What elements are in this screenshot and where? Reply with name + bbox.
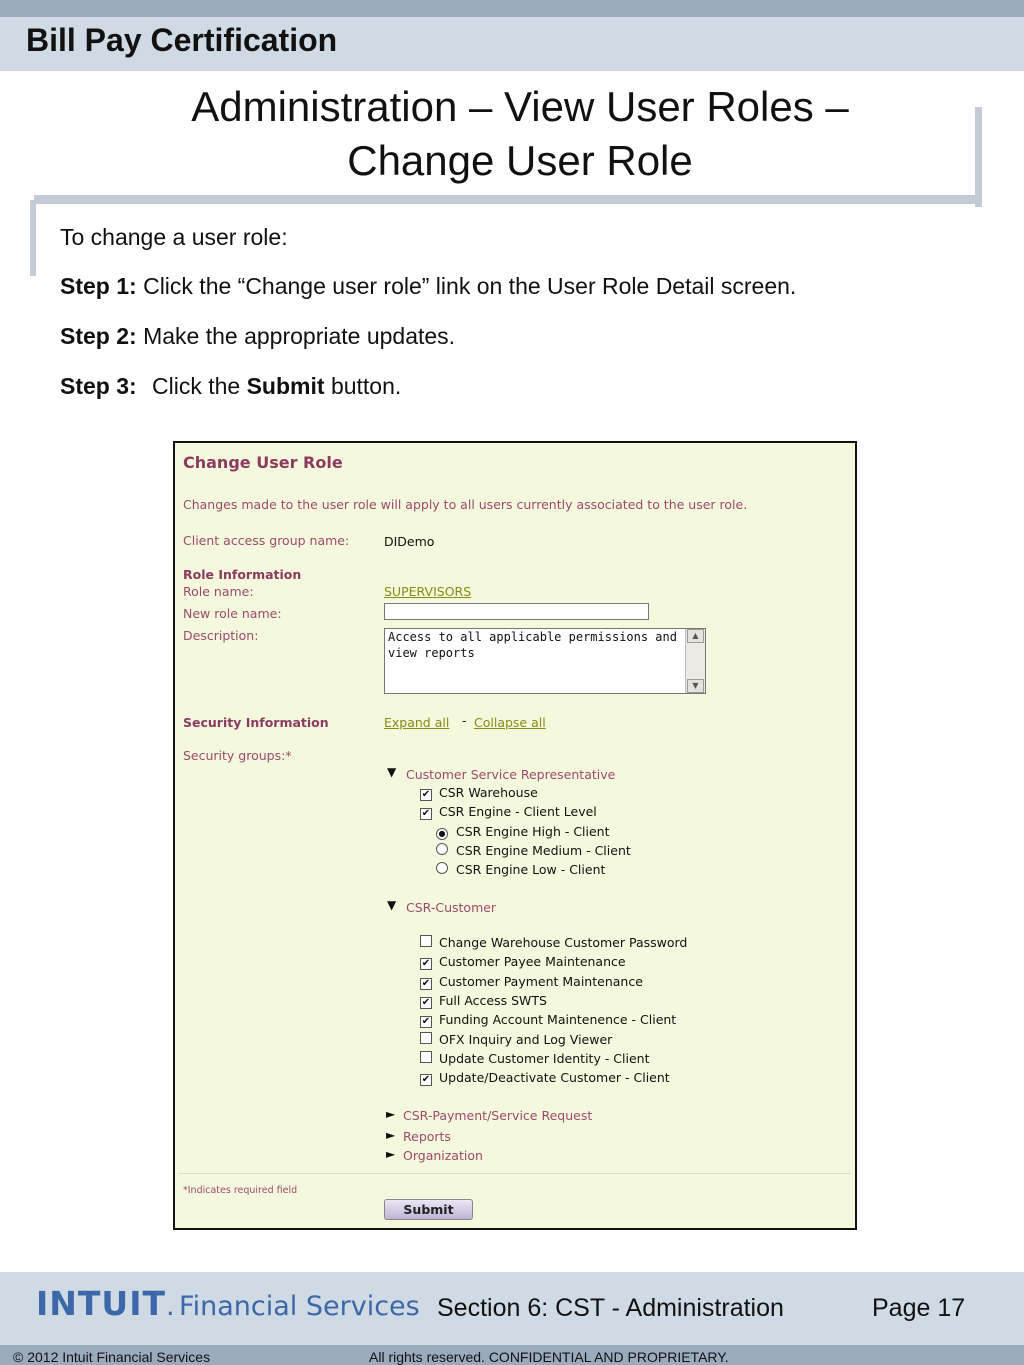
expand-all-link[interactable]: Expand all: [384, 715, 450, 730]
group-reports[interactable]: Reports: [403, 1129, 451, 1144]
description-text: Access to all applicable permissions and view reports: [388, 630, 685, 660]
radio-row[interactable]: [436, 843, 631, 858]
new-role-name-label: New role name:: [183, 606, 282, 621]
checkbox-label: Funding Account Maintenence - Client: [439, 1012, 677, 1027]
form-separator: [179, 1173, 851, 1174]
checkbox-row[interactable]: [420, 785, 538, 801]
checkbox-row[interactable]: [420, 1051, 650, 1066]
step-2-text: Make the appropriate updates.: [143, 323, 456, 349]
checkbox-checked-icon[interactable]: ✔: [421, 958, 431, 969]
checkbox-icon[interactable]: [420, 1051, 432, 1063]
checkbox-row[interactable]: [420, 1070, 670, 1086]
scroll-down-icon[interactable]: ▼: [687, 679, 704, 693]
role-name-link[interactable]: SUPERVISORS: [384, 584, 472, 599]
required-field-note: *Indicates required field: [183, 1185, 298, 1196]
checkbox-checked-icon[interactable]: ✔: [421, 978, 431, 989]
top-color-strip: [0, 0, 1024, 17]
radio-icon[interactable]: [436, 843, 448, 855]
checkbox-checked-icon[interactable]: ✔: [421, 997, 431, 1008]
group-organization[interactable]: Organization: [403, 1148, 483, 1163]
checkbox-checked-icon[interactable]: ✔: [421, 1016, 431, 1027]
checkbox-label: OFX Inquiry and Log Viewer: [439, 1032, 613, 1047]
checkbox-label: CSR Engine - Client Level: [439, 804, 597, 819]
checkbox-label: Update/Deactivate Customer - Client: [439, 1070, 670, 1085]
checkbox-label: Customer Payment Maintenance: [439, 974, 643, 989]
checkbox-label: Update Customer Identity - Client: [439, 1051, 650, 1066]
group-csr-customer[interactable]: CSR-Customer: [406, 900, 497, 915]
checkbox-label: Full Access SWTS: [439, 993, 547, 1008]
step-3-label: Step 3:: [60, 373, 137, 399]
checkbox-icon[interactable]: [420, 1032, 432, 1044]
description-scrollbar[interactable]: [685, 629, 705, 693]
checkbox-row[interactable]: [420, 974, 643, 990]
intuit-financial-services-logo: [36, 1284, 420, 1323]
link-separator: -: [462, 713, 467, 728]
step-1-label: Step 1:: [60, 273, 137, 299]
collapse-toggle-icon[interactable]: ►: [386, 1128, 396, 1142]
scroll-up-icon[interactable]: ▲: [687, 629, 704, 643]
checkbox-checked-icon[interactable]: ✔: [421, 1074, 431, 1085]
slide-title-line2: Change User Role: [347, 137, 693, 184]
group-customer-service-representative[interactable]: Customer Service Representative: [406, 767, 616, 782]
footer-copyright: © 2012 Intuit Financial Services: [13, 1349, 211, 1365]
checkbox-checked-icon[interactable]: ✔: [421, 808, 431, 819]
radio-row[interactable]: [436, 862, 605, 877]
radio-selected-icon[interactable]: ●: [436, 828, 448, 840]
collapse-toggle-icon[interactable]: ►: [386, 1147, 396, 1161]
checkbox-checked-icon[interactable]: ✔: [421, 789, 431, 800]
step-3-text-before: Click the: [152, 373, 241, 399]
security-info-heading: Security Information: [183, 715, 329, 730]
expand-toggle-icon[interactable]: ▼: [387, 898, 397, 912]
checkbox-row[interactable]: [420, 1032, 612, 1047]
checkbox-row[interactable]: [420, 1012, 676, 1028]
description-label: Description:: [183, 628, 259, 643]
client-access-label: Client access group name:: [183, 533, 350, 548]
footer-section: Section 6: CST - Administration: [437, 1294, 784, 1322]
group-csr-payment-service-request[interactable]: CSR-Payment/Service Request: [403, 1108, 593, 1123]
header-title: Bill Pay Certification: [26, 22, 338, 58]
step-3: [60, 373, 401, 400]
collapse-toggle-icon[interactable]: ►: [386, 1107, 396, 1121]
step-3-emphasis: Submit: [246, 373, 325, 399]
new-role-name-input[interactable]: [384, 603, 649, 620]
checkbox-row[interactable]: [420, 954, 626, 970]
step-2-label: Step 2:: [60, 323, 137, 349]
title-frame-bottom: [34, 195, 982, 204]
checkbox-label: Customer Payee Maintenance: [439, 954, 626, 969]
client-access-value: DIDemo: [384, 534, 435, 549]
step-2: [60, 323, 455, 350]
checkbox-icon[interactable]: [420, 935, 432, 947]
checkbox-row[interactable]: [420, 935, 687, 950]
checkbox-row[interactable]: [420, 804, 597, 820]
security-groups-label: Security groups:*: [183, 748, 292, 763]
slide-title-line1: Administration – View User Roles –: [191, 83, 849, 130]
description-textarea[interactable]: [384, 628, 706, 694]
role-name-label: Role name:: [183, 584, 254, 599]
submit-button[interactable]: Submit: [384, 1199, 473, 1220]
checkbox-label: Change Warehouse Customer Password: [439, 935, 688, 950]
step-3-text-after: button.: [330, 373, 402, 399]
radio-icon[interactable]: [436, 862, 448, 874]
expand-toggle-icon[interactable]: ▼: [387, 765, 397, 779]
collapse-all-link[interactable]: Collapse all: [474, 715, 546, 730]
logo-dot: .: [166, 1291, 175, 1322]
title-frame-left: [30, 200, 36, 276]
slide-title: [100, 80, 940, 188]
form-title: Change User Role: [183, 453, 343, 472]
radio-label: CSR Engine Low - Client: [456, 862, 606, 877]
footer-rights: All rights reserved. CONFIDENTIAL AND PROPRIETARY.: [369, 1349, 729, 1365]
radio-label: CSR Engine Medium - Client: [456, 843, 631, 858]
logo-financial-services: Financial Services: [179, 1291, 420, 1322]
form-notice: Changes made to the user role will apply to all users currently associated to the user role.: [183, 497, 748, 512]
change-user-role-screenshot: [173, 441, 857, 1230]
intro-text: To change a user role:: [60, 224, 288, 250]
title-frame-right: [975, 107, 982, 207]
role-info-heading: Role Information: [183, 567, 302, 582]
checkbox-row[interactable]: [420, 993, 547, 1009]
radio-label: CSR Engine High - Client: [456, 824, 610, 839]
checkbox-label: CSR Warehouse: [439, 785, 538, 800]
step-1-text: Click the “Change user role” link on the User Role Detail screen.: [143, 273, 797, 299]
footer-page-number: Page 17: [872, 1294, 966, 1322]
step-1: [60, 273, 796, 300]
logo-intuit-wordmark: INTUIT: [36, 1284, 166, 1323]
radio-row[interactable]: [436, 824, 610, 840]
